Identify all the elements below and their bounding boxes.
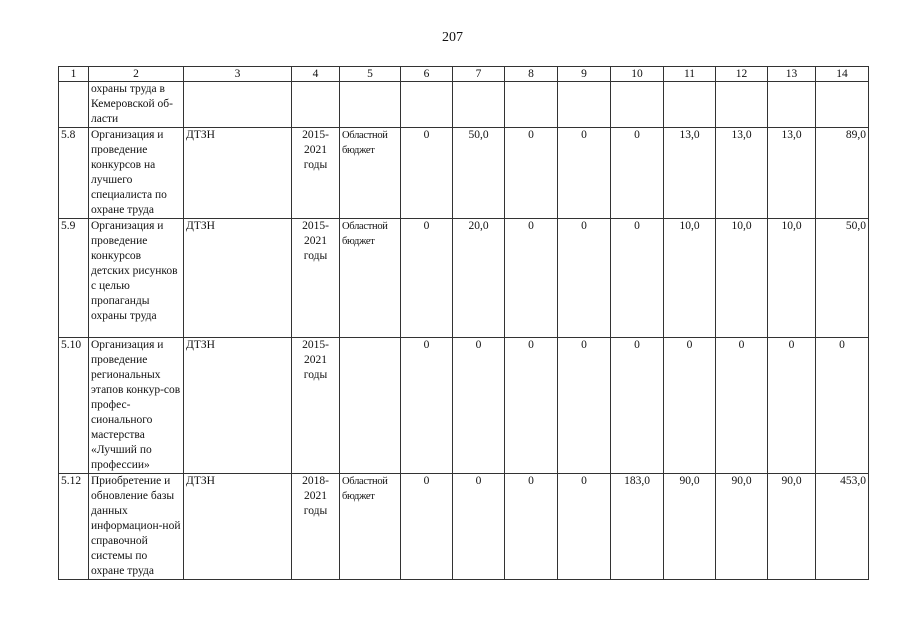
value-cell: 10,0	[716, 219, 768, 338]
value-cell: 0	[664, 338, 716, 474]
period: 2018-2021 годы	[292, 474, 340, 580]
period: 2015-2021 годы	[292, 219, 340, 338]
row-number	[59, 82, 89, 128]
executor	[184, 82, 292, 128]
value-cell: 0	[611, 219, 664, 338]
value-cell: 0	[558, 338, 611, 474]
event-name: Организация и проведение региональных этапов конкур-сов профес-сионального мастерства «Лучший по профессии»	[89, 338, 184, 474]
period: 2015-2021 годы	[292, 128, 340, 219]
value-cell: 0	[611, 338, 664, 474]
value-cell: 0	[505, 219, 558, 338]
table-row	[59, 338, 869, 474]
value-cell: 0	[401, 128, 453, 219]
column-header: 9	[558, 67, 611, 82]
period	[292, 82, 340, 128]
value-cell	[453, 82, 505, 128]
column-header: 4	[292, 67, 340, 82]
value-cell: 20,0	[453, 219, 505, 338]
value-cell: 0	[505, 338, 558, 474]
value-cell: 453,0	[816, 474, 869, 580]
executor: ДТЗН	[184, 338, 292, 474]
table-row	[59, 128, 869, 219]
program-table	[58, 66, 869, 580]
column-header: 5	[340, 67, 401, 82]
value-cell: 0	[558, 128, 611, 219]
value-cell: 10,0	[768, 219, 816, 338]
row-number: 5.8	[59, 128, 89, 219]
table-row	[59, 474, 869, 580]
value-cell: 10,0	[664, 219, 716, 338]
executor: ДТЗН	[184, 219, 292, 338]
column-header: 1	[59, 67, 89, 82]
funding-source: Областной бюджет	[340, 128, 401, 219]
value-cell	[716, 82, 768, 128]
value-cell: 89,0	[816, 128, 869, 219]
value-cell	[664, 82, 716, 128]
value-cell: 0	[716, 338, 768, 474]
executor: ДТЗН	[184, 128, 292, 219]
value-cell: 0	[558, 474, 611, 580]
value-cell: 0	[505, 474, 558, 580]
value-cell	[505, 82, 558, 128]
table-row	[59, 82, 869, 128]
page-number: 207	[442, 30, 463, 45]
header-row	[59, 67, 869, 82]
row-number: 5.12	[59, 474, 89, 580]
value-cell: 13,0	[716, 128, 768, 219]
period: 2015-2021 годы	[292, 338, 340, 474]
value-cell: 90,0	[664, 474, 716, 580]
value-cell	[611, 82, 664, 128]
funding-source	[340, 82, 401, 128]
value-cell: 0	[401, 474, 453, 580]
column-header: 3	[184, 67, 292, 82]
event-name: охраны труда в Кемеровской об-ласти	[89, 82, 184, 128]
value-cell: 0	[558, 219, 611, 338]
event-name: Приобретение и обновление базы данных информацион-ной справочной системы по охране труда	[89, 474, 184, 580]
funding-source	[340, 338, 401, 474]
funding-source: Областной бюджет	[340, 474, 401, 580]
value-cell: 0	[453, 338, 505, 474]
column-header: 2	[89, 67, 184, 82]
value-cell: 0	[401, 219, 453, 338]
value-cell: 13,0	[664, 128, 716, 219]
column-header: 6	[401, 67, 453, 82]
value-cell: 183,0	[611, 474, 664, 580]
value-cell: 0	[816, 338, 869, 474]
row-number: 5.10	[59, 338, 89, 474]
column-header: 7	[453, 67, 505, 82]
column-header: 11	[664, 67, 716, 82]
value-cell: 90,0	[768, 474, 816, 580]
value-cell: 0	[505, 128, 558, 219]
value-cell	[768, 82, 816, 128]
value-cell: 13,0	[768, 128, 816, 219]
value-cell	[558, 82, 611, 128]
event-name: Организация и проведение конкурсов на лучшего специалиста по охране труда	[89, 128, 184, 219]
value-cell: 0	[453, 474, 505, 580]
row-number: 5.9	[59, 219, 89, 338]
value-cell: 50,0	[453, 128, 505, 219]
column-header: 8	[505, 67, 558, 82]
value-cell	[401, 82, 453, 128]
value-cell: 0	[401, 338, 453, 474]
column-header: 13	[768, 67, 816, 82]
value-cell: 0	[768, 338, 816, 474]
table-row	[59, 219, 869, 338]
value-cell: 0	[611, 128, 664, 219]
event-name: Организация и проведение конкурсов детских рисунков с целью пропаганды охраны труда	[89, 219, 184, 338]
value-cell: 50,0	[816, 219, 869, 338]
column-header: 10	[611, 67, 664, 82]
column-header: 12	[716, 67, 768, 82]
value-cell: 90,0	[716, 474, 768, 580]
column-header: 14	[816, 67, 869, 82]
funding-source: Областной бюджет	[340, 219, 401, 338]
value-cell	[816, 82, 869, 128]
executor: ДТЗН	[184, 474, 292, 580]
